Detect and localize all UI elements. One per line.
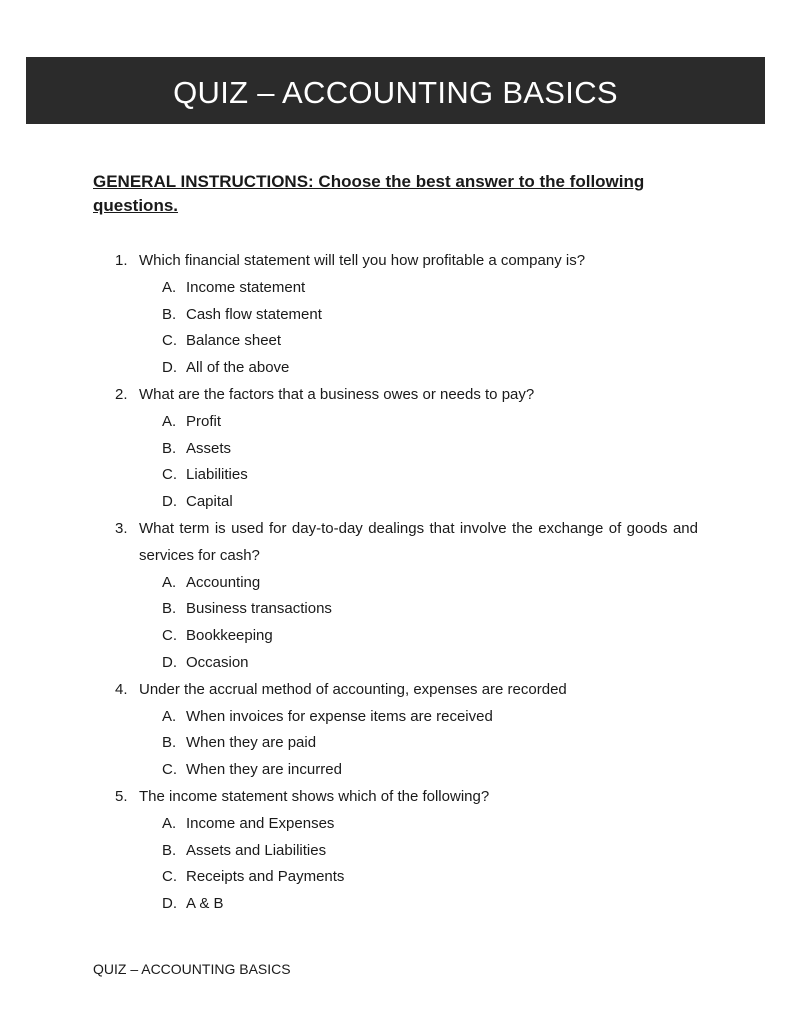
option-text: Income and Expenses xyxy=(186,814,335,832)
option-letter: D. xyxy=(162,653,177,671)
option-2d xyxy=(0,489,791,516)
option-letter: C. xyxy=(162,466,177,484)
option-2b xyxy=(0,436,791,463)
option-text: All of the above xyxy=(186,359,290,377)
question-number: 1. xyxy=(115,252,128,269)
option-1c xyxy=(0,328,791,355)
question-number: 5. xyxy=(115,787,128,805)
option-letter: C. xyxy=(162,627,177,645)
option-letter: C. xyxy=(162,332,177,350)
option-letter: B. xyxy=(162,734,177,752)
option-text: Business transactions xyxy=(186,600,332,618)
option-text: Cash flow statement xyxy=(186,305,322,323)
page-footer: QUIZ – ACCOUNTING BASICS xyxy=(93,961,291,977)
option-2a xyxy=(0,409,791,436)
option-3c xyxy=(0,623,791,650)
question-text: The income statement shows which of the following? xyxy=(139,787,490,805)
option-1b xyxy=(0,302,791,329)
question-4 xyxy=(0,677,791,784)
option-text: Assets and Liabilities xyxy=(186,841,327,859)
option-letter: B. xyxy=(162,439,177,457)
option-4b xyxy=(0,730,791,757)
option-3a xyxy=(0,570,791,597)
option-letter: C. xyxy=(162,761,177,779)
option-text: A & B xyxy=(186,895,224,913)
question-number: 2. xyxy=(115,385,128,403)
option-text: Profit xyxy=(186,412,222,430)
option-1a xyxy=(0,275,791,302)
question-number: 3. xyxy=(115,519,128,537)
option-text: When they are incurred xyxy=(186,761,342,779)
option-4c xyxy=(0,757,791,784)
title-banner xyxy=(26,57,765,124)
question-list xyxy=(0,248,791,918)
option-list xyxy=(0,811,791,918)
page-title: QUIZ – ACCOUNTING BASICS xyxy=(173,74,618,110)
option-2c xyxy=(0,462,791,489)
option-letter: A. xyxy=(162,573,177,591)
option-letter: C. xyxy=(162,868,177,886)
option-list xyxy=(0,275,791,382)
question-text: Which financial statement will tell you how profitable a company is? xyxy=(139,252,586,269)
option-letter: A. xyxy=(162,814,177,832)
option-text: When they are paid xyxy=(186,734,317,752)
option-4a xyxy=(0,704,791,731)
option-letter: A. xyxy=(162,278,177,296)
option-letter: B. xyxy=(162,841,177,859)
question-number: 4. xyxy=(115,680,128,698)
question-1 xyxy=(0,248,791,382)
option-text: Receipts and Payments xyxy=(186,868,345,886)
option-text: Assets xyxy=(186,439,232,457)
question-2 xyxy=(0,382,791,516)
option-list xyxy=(0,570,791,677)
option-text: Occasion xyxy=(186,653,249,671)
option-text: Income statement xyxy=(186,278,306,296)
option-text: Accounting xyxy=(186,573,261,591)
option-list xyxy=(0,704,791,784)
question-text: Under the accrual method of accounting, expenses are recorded xyxy=(139,680,567,698)
option-5c xyxy=(0,864,791,891)
option-letter: B. xyxy=(162,600,177,618)
option-letter: D. xyxy=(162,359,177,377)
option-3b xyxy=(0,596,791,623)
option-letter: D. xyxy=(162,895,177,913)
option-3d xyxy=(0,650,791,677)
option-5a xyxy=(0,811,791,838)
question-3 xyxy=(0,516,791,677)
option-letter: A. xyxy=(162,412,177,430)
option-letter: B. xyxy=(162,305,177,323)
question-5 xyxy=(0,784,791,918)
option-text: When invoices for expense items are received xyxy=(186,707,493,725)
question-text: What term is used for day-to-day dealings that involve the exchange of goods and services for cash? xyxy=(139,519,698,564)
option-1d xyxy=(0,355,791,382)
option-text: Capital xyxy=(186,493,233,511)
option-list xyxy=(0,409,791,516)
option-text: Liabilities xyxy=(186,466,248,484)
question-text: What are the factors that a business owes or needs to pay? xyxy=(139,385,535,403)
option-text: Balance sheet xyxy=(186,332,282,350)
option-text: Bookkeeping xyxy=(186,627,273,645)
option-letter: D. xyxy=(162,493,177,511)
option-5d xyxy=(0,891,791,918)
general-instructions: GENERAL INSTRUCTIONS: Choose the best answer to the following questions. xyxy=(93,172,645,215)
option-letter: A. xyxy=(162,707,177,725)
option-5b xyxy=(0,838,791,865)
